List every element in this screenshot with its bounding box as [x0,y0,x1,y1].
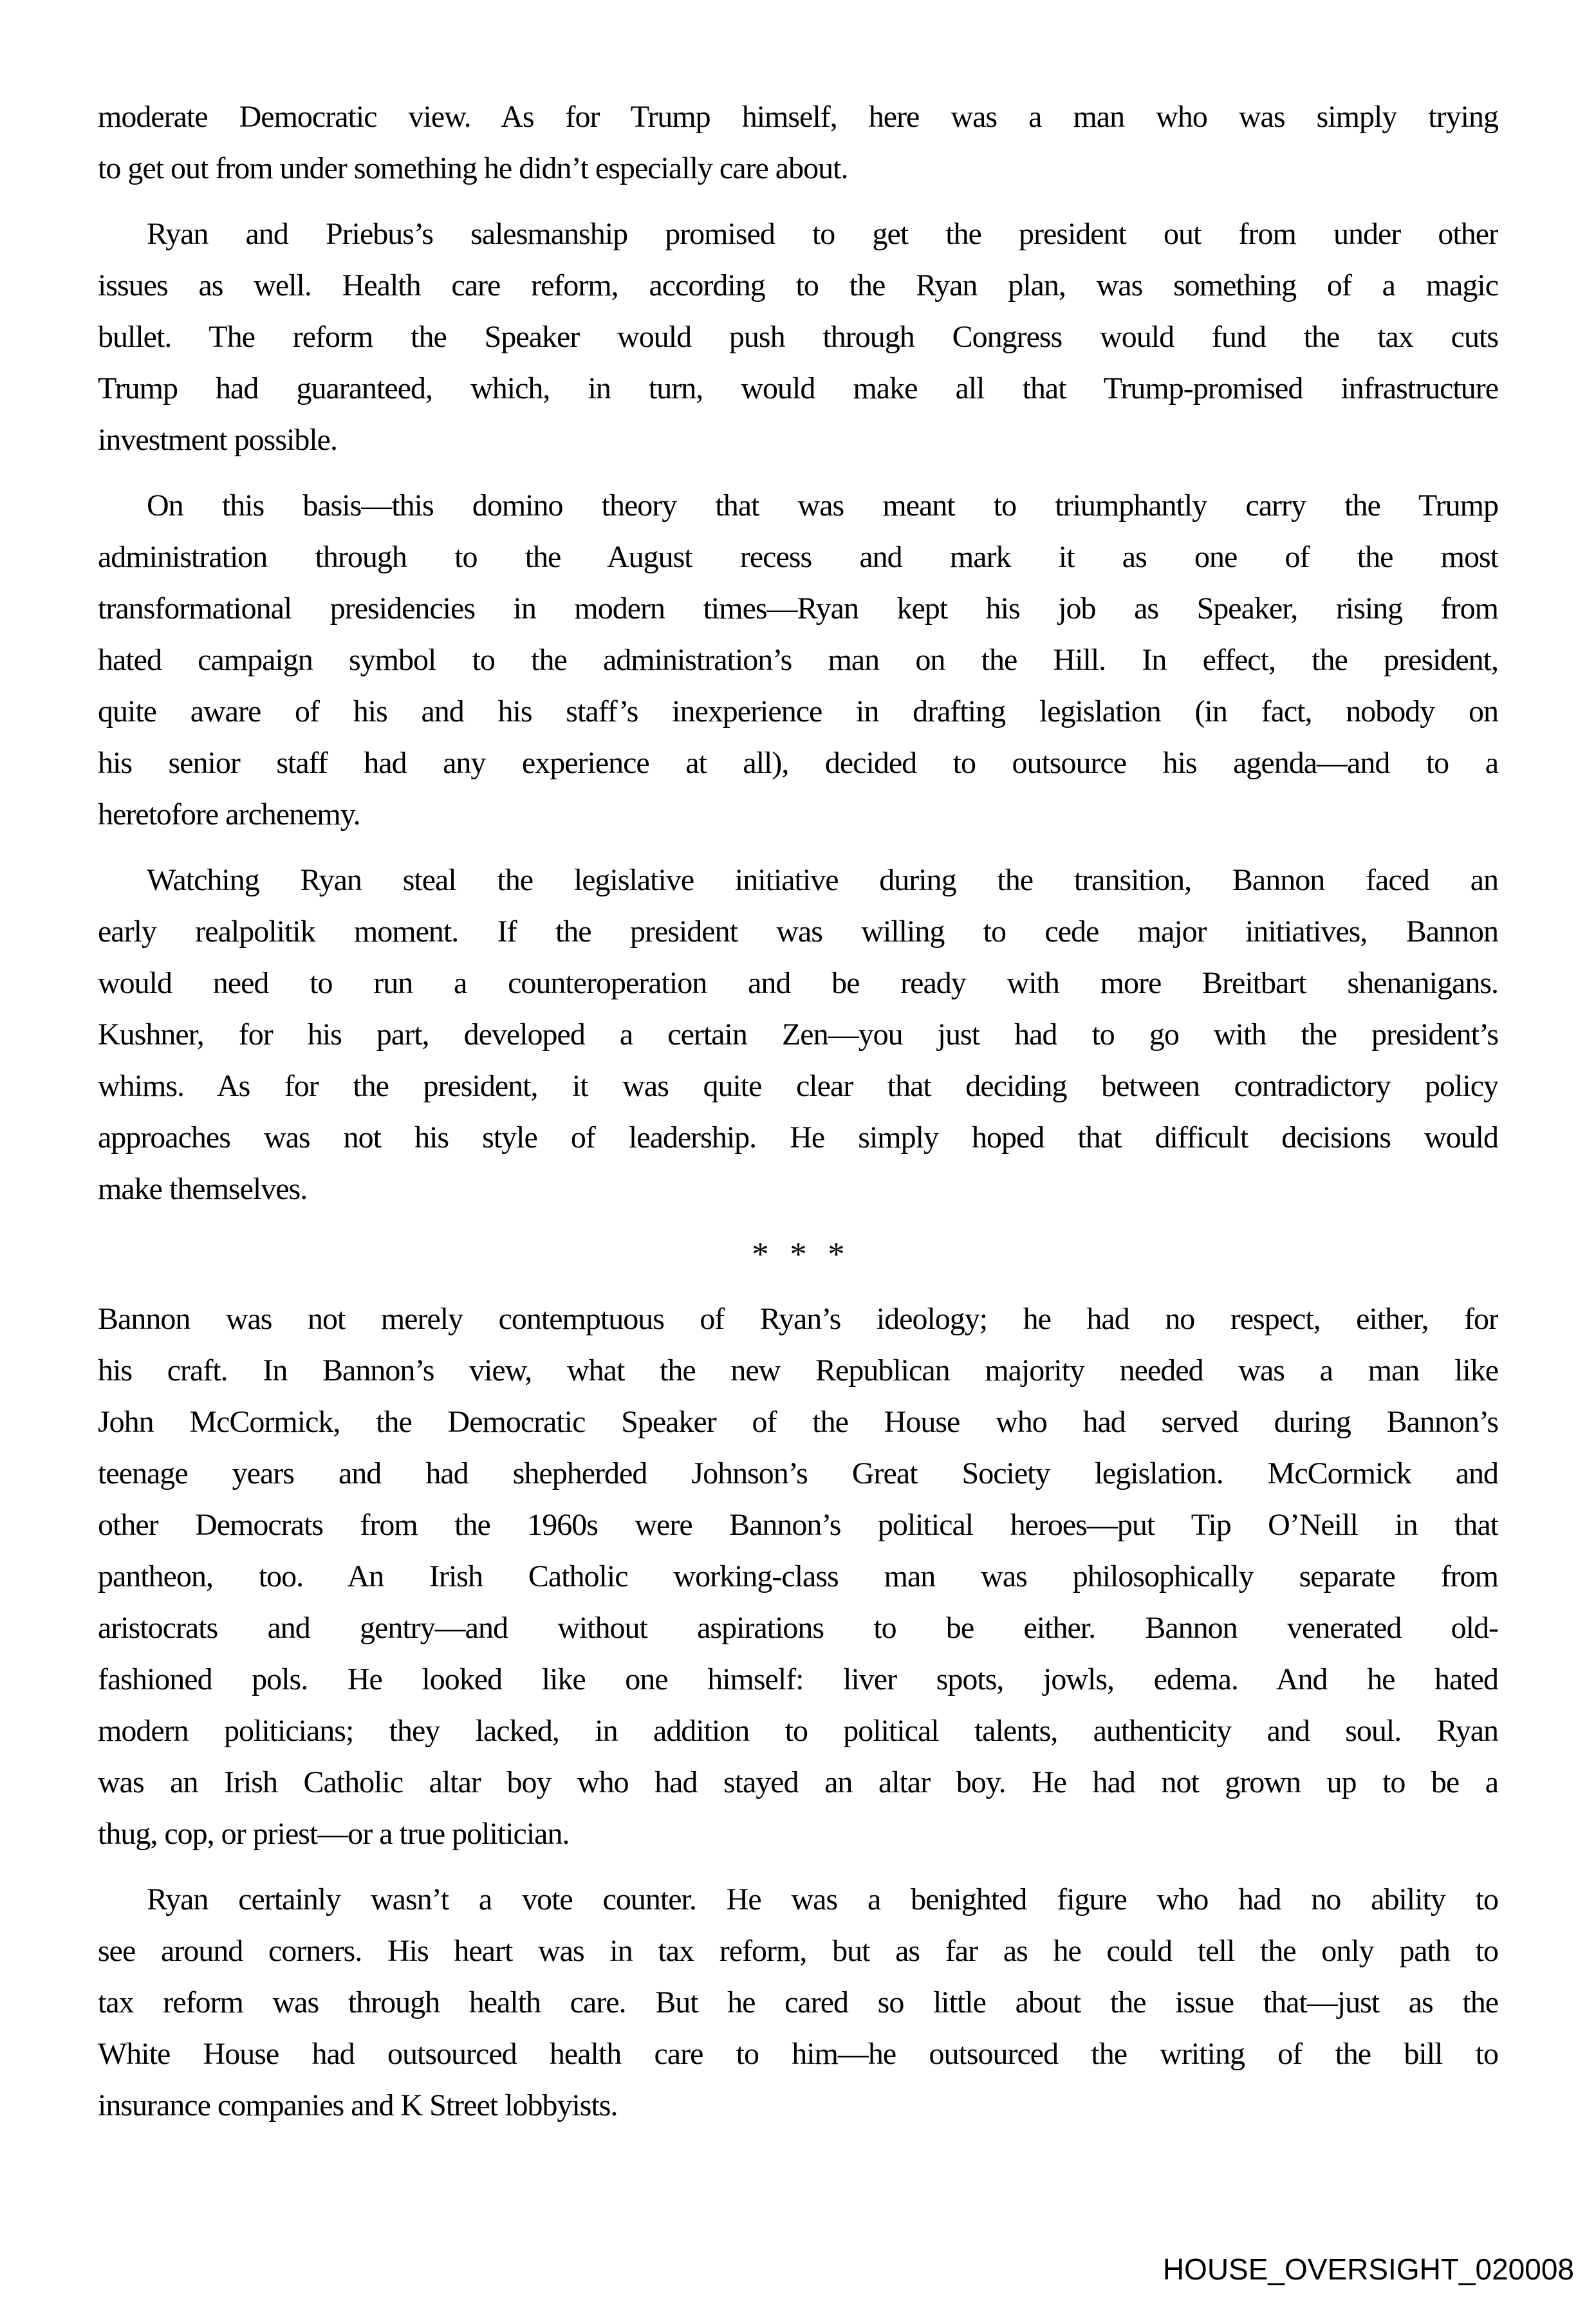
text-line: moderate Democratic view. As for Trump himself, here was a man who was simply trying [98,100,1498,134]
text-line: his senior staff had any experience at all), decided to outsource his agenda—and to a [98,746,1498,780]
section-separator: * * * [752,1236,844,1273]
text-line: modern politicians; they lacked, in addition to political talents, authenticity and soul. Ryan [98,1714,1498,1748]
text-line: was an Irish Catholic altar boy who had stayed an altar boy. He had not grown up to be a [98,1765,1498,1799]
text-line: make themselves. [98,1172,308,1206]
text-line: Ryan certainly wasn’t a vote counter. He was a benighted figure who had no ability to [147,1882,1498,1917]
text-line: investment possible. [98,423,337,457]
paragraph [98,209,1498,466]
paragraph [98,480,1498,840]
text-line: approaches was not his style of leadership. He simply hoped that difficult decisions would [98,1120,1498,1155]
text-line: Bannon was not merely contemptuous of Ryan’s ideology; he had no respect, either, for [98,1302,1498,1336]
bates-stamp: HOUSE_OVERSIGHT_020008 [1162,2252,1574,2286]
text-line: Watching Ryan steal the legislative initiative during the transition, Bannon faced an [147,863,1498,897]
text-line: tax reform was through health care. But he cared so little about the issue that—just as the [98,1985,1498,2019]
text-column [98,91,1498,2146]
text-line: whims. As for the president, it was quite clear that deciding between contradictory policy [98,1069,1498,1103]
text-line: insurance companies and K Street lobbyists. [98,2088,618,2122]
text-line: fashioned pols. He looked like one himself: liver spots, jowls, edema. And he hated [98,1662,1498,1696]
paragraph [98,91,1498,194]
text-line: transformational presidencies in modern times—Ryan kept his job as Speaker, rising from [98,591,1498,626]
paragraph [98,1874,1498,2131]
text-line: would need to run a counteroperation and be ready with more Breitbart shenanigans. [98,966,1498,1000]
text-line: Trump had guaranteed, which, in turn, would make all that Trump-promised infrastructure [98,371,1498,405]
text-line: White House had outsourced health care to him—he outsourced the writing of the bill to [98,2037,1498,2071]
text-line: heretofore archenemy. [98,797,360,831]
paragraph [98,1294,1498,1860]
text-line: Ryan and Priebus’s salesmanship promised to get the president out from under other [147,217,1498,251]
text-line: On this basis—this domino theory that was meant to triumphantly carry the Trump [147,488,1498,523]
paragraph [98,855,1498,1215]
text-line: other Democrats from the 1960s were Bannon’s political heroes—put Tip O’Neill in that [98,1508,1498,1542]
text-line: aristocrats and gentry—and without aspirations to be either. Bannon venerated old- [98,1611,1498,1645]
text-line: Kushner, for his part, developed a certain Zen—you just had to go with the president’s [98,1017,1498,1052]
text-line: teenage years and had shepherded Johnson’s Great Society legislation. McCormick and [98,1456,1498,1490]
text-line: thug, cop, or priest—or a true politician. [98,1817,570,1851]
text-line: John McCormick, the Democratic Speaker of the House who had served during Bannon’s [98,1405,1498,1439]
text-line: administration through to the August recess and mark it as one of the most [98,540,1498,574]
text-line: bullet. The reform the Speaker would push through Congress would fund the tax cuts [98,320,1498,354]
text-line: early realpolitik moment. If the president was willing to cede major initiatives, Bannon [98,914,1498,949]
text-line: hated campaign symbol to the administration’s man on the Hill. In effect, the president, [98,643,1498,677]
text-line: quite aware of his and his staff’s inexperience in drafting legislation (in fact, nobody on [98,694,1498,729]
text-line: to get out from under something he didn’t especially care about. [98,151,848,185]
text-line: see around corners. His heart was in tax reform, but as far as he could tell the only path to [98,1934,1498,1968]
text-line: pantheon, too. An Irish Catholic working-class man was philosophically separate from [98,1559,1498,1593]
text-line: issues as well. Health care reform, according to the Ryan plan, was something of a magic [98,268,1498,302]
text-line: his craft. In Bannon’s view, what the new Republican majority needed was a man like [98,1353,1498,1388]
